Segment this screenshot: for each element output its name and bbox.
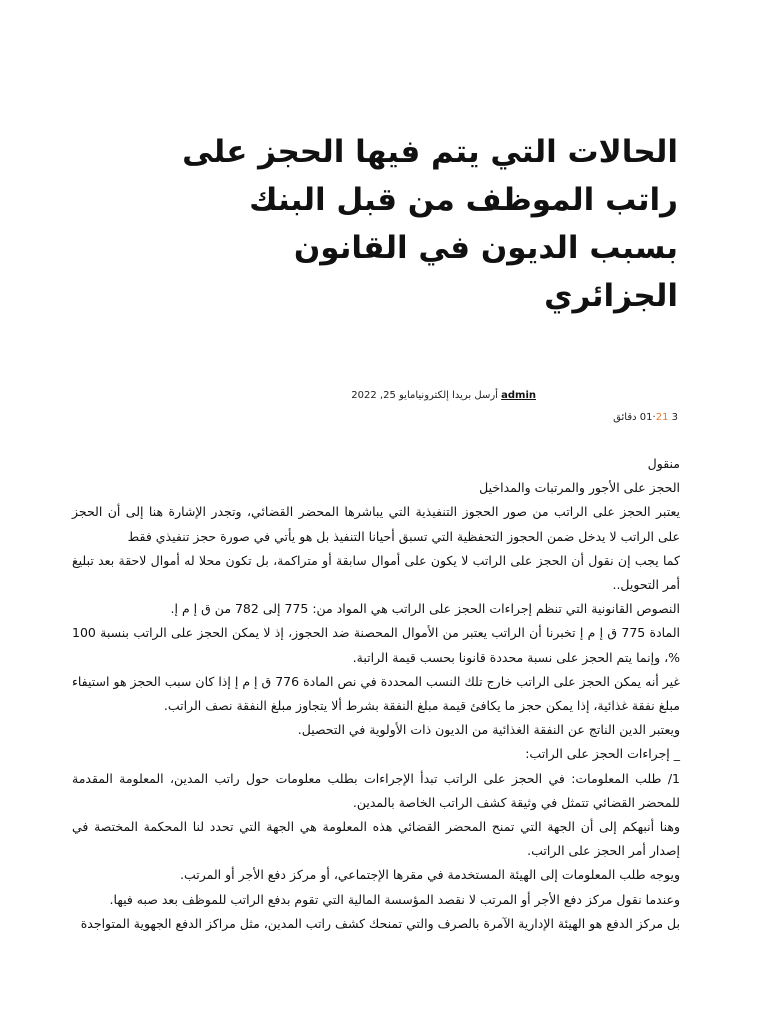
paragraph: بل مركز الدفع هو الهيئة الإدارية الآمرة بالصرف والتي تمنحك كشف راتب المدين، مثل مراكز الدفع الجهوية المتواجدة [80, 915, 680, 931]
meta-text: أرسل بريدا إلكترونيامايو 25, 2022 [351, 390, 502, 401]
paragraph: يعتبر الحجز على الراتب من صور الحجوز التنفيذية التي يباشرها المحضر القضائي، وتجدر الإشارة هنا إلى أن الحجز على الراتب لا يدخل ضمن الحجوز التحفظية التي تسبق أحيانا التنفيذ بل هو يأتي في صورة حجز تنفيذي فقط [72, 504, 680, 544]
paragraph: ويعتبر الدين الناتج عن النفقة الغذائية من الديون ذات الأولوية في التحصيل. [297, 722, 680, 738]
paragraph: _ إجراءات الحجز على الراتب: [525, 746, 680, 762]
paragraph: النصوص القانونية التي تنظم إجراءات الحجز على الراتب هي المواد من: 775 إلى 782 من ق إ م إ. [170, 601, 680, 617]
paragraph: الحجز على الأجور والمرتبات والمداخيل [479, 480, 680, 496]
read-time [613, 412, 678, 423]
read-time-mid: ·0 [639, 412, 656, 423]
read-time-suffix: 1 دقائق [613, 412, 653, 423]
article-body [72, 452, 680, 936]
paragraph: غير أنه يمكن الحجز على الراتب خارج تلك النسب المحددة في نص المادة 776 ق إ م إ إذا كان سبب الحجز هو استيفاء مبلغ نفقة غذائية، إذا يمكن حجز ما يكافئ قيمة مبلغ النفقة بشرط ألا يتجاوز مبلغ النفقة نصف الراتب. [72, 673, 680, 714]
author-link[interactable]: admin [501, 390, 536, 401]
article-title: الحالات التي يتم فيها الحجز على راتب الموظف من قبل البنك بسبب الديون في القانون الجزائري [182, 134, 678, 314]
paragraph: وهنا أنبهكم إلى أن الجهة التي تمنح المحضر القضائي هذه المعلومة هي الجهة التي تحدد لنا المحكمة المختصة في إصدار أمر الحجز على الراتب. [72, 819, 680, 859]
paragraph: كما يجب إن نقول أن الحجز على الراتب لا يكون على أموال سابقة أو متراكمة، بل تكون محلا له أموال لاحقة بعد تبليغ أمر التحويل.. [72, 552, 680, 593]
read-time-prefix: 3 [668, 412, 678, 423]
paragraph: وعندما نقول مركز دفع الأجر أو المرتب لا نقصد المؤسسة المالية التي تقوم بدفع الراتب للموظف بعد صبه فيها. [109, 891, 680, 907]
paragraph: 1/ طلب المعلومات: في الحجز على الراتب تبدأ الإجراءات بطلب معلومات حول راتب المدين، المعلومة المقدمة للمحضر القضائي تتمثل في وثيقة كشف الراتب الخاصة بالمدين. [72, 770, 680, 810]
article-meta [351, 390, 536, 401]
paragraph: المادة 775 ق إ م إ تخبرنا أن الراتب يعتبر من الأموال المحصنة ضد الحجوز، إذ لا يمكن الحجز على الراتب بنسبة 100 %، وإنما يتم الحجز على نسبة محددة قانونا بحسب قيمة الراتبة. [72, 625, 680, 665]
paragraph: ويوجه طلب المعلومات إلى الهيئة المستخدمة في مقرها الإجتماعي، أو مركز دفع الأجر أو المرتب. [179, 867, 680, 883]
read-time-accent: 21 [655, 412, 669, 423]
paragraph: منقول [647, 456, 680, 471]
